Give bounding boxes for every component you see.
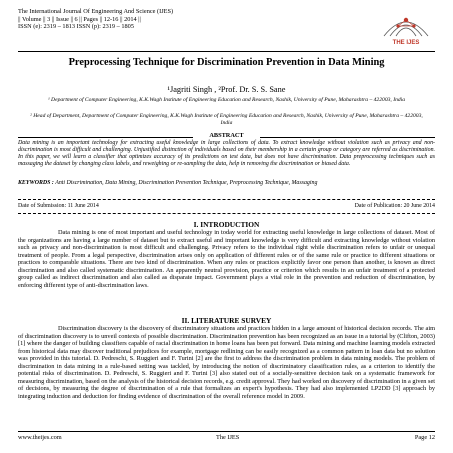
volume-line: || Volume || 3 || Issue || 6 || Pages || 12-16 || 2014 ||: [18, 15, 141, 23]
journal-header: [18, 8, 378, 31]
paper-title: Preprocessing Technique for Discrimination Prevention in Data Mining: [68, 57, 385, 68]
section-heading-literature-survey: II. LITERATURE SURVEY: [181, 316, 272, 325]
keywords: [18, 180, 435, 187]
footer-journal: The IJES: [216, 434, 240, 441]
submission-date: Date of Submission: 11 June 2014: [18, 203, 99, 209]
footer-url: www.theijes.com: [18, 434, 62, 441]
dates-rule-bottom: [18, 213, 435, 214]
section-text-literature-survey: Discrimination discovery is the discovery of discriminatory situations and practices hidden in a large amount of historical decision records. The aim of discrimination discovery is to unveil contexts of possible discrimination. Discrimination prevention has been recognized as an issue in a tutorial by (Clifton, 2003) [1] where the danger of building classifiers capable of racial discrimination in home loans has been put forward. Data mining and machine learning models extracted from historical data may discover traditional prejudices for example, mortgage redlining can be easily recognized as a common pattern in loan data but no solution was provided in this tutorial. D. Pedreschi, S. Ruggieri and F. Turini [2] are the first to address the discrimination problem in data mining models. The problem of discrimination in data mining in a rule-based setting was tackled, by introducing the notion of discriminatory classification rules, as a criterion to identify the potential risks of discrimination. D. Pedreschi, S. Ruggieri and F. Turini [3] also stated out of a socially-sensitive decision task on a systematic framework for measuring discrimination, based on the analysis of the historical decision records, e.g. credit approval. They had worked on discovery of discrimination in a given set of decisions, by measuring the degree of discrimination of a rule that formalizes an expert's hypothesis. They had also implemented LP2DD [3] approach by integrating induction and deduction for finding evidence of discrimination of the overall reference model in 2009.: [18, 325, 435, 400]
journal-name: The International Journal Of Engineering And Science (IJES): [18, 8, 174, 15]
keywords-label: KEYWORDS :: [18, 180, 54, 186]
footer-rule: [18, 431, 435, 432]
affiliation-2: ² Head of Department, Department of Computer Engineering, K.K.Wagh Institute of Engineering Education and Research, Nashik, University of Pune, Maharashtra – 422003, India: [30, 113, 423, 126]
section-text-introduction: Data mining is one of most important and useful technology in today world for extracting useful knowledge in large collections of dataset. Most of the organizations are having a large number of dataset but to extract useful and important knowledge is very difficult and extracting knowledge without violation such as privacy and non-discrimination is most difficult and challenging. Privacy refers to the individual right while discrimination refers to unfair or unequal treatment of people. From a legal perspective, discrimination arises only on application of different rules or of the same rule or practice to different situations or practices to comparable situations. There are two kind of discrimination. When any rules or practices explicitly favor one person than another, is known as direct discrimination and also called systematic discrimination. An apparently neutral provision, practice or criterion which results in an unfair treatment of a protected group called as indirect discrimination and also called as disparate impact. Government plays a vital role in the prevention and reduction of discrimination, by enforcing different type of anti-discrimination laws.: [18, 229, 435, 289]
abstract-label: ABSTRACT: [209, 132, 244, 139]
affiliation-1: ¹ Department of Computer Engineering, K.K.Wagh Institute of Engineering Education and Research, Nashik, University of Pune, Maharashtra – 422003, India: [47, 97, 406, 103]
abstract-text: Data mining is an important technology for extracting useful knowledge in large collections of data. To extract knowledge without violation such as privacy and non-discrimination is most difficult and challenging. Unjustified distinction of individuals based on their membership in a certain group or category are referred as discrimination. In this paper, we will learn a classifier that optimizes accuracy of its predictions on test data, but does not have discrimination. Data preprocessing techniques such as massaging the dataset by changing class labels, and reweighing or re-sampling the data, help in removing the discrimination or biased data.: [18, 140, 435, 168]
logo-wordmark: THE IJES: [392, 40, 420, 46]
keywords-text: Anti Discrimination, Data Mining, Discrimination Prevention Technique, Preprocessing Technique, Massaging: [55, 180, 318, 186]
issn-line: ISSN (e): 2319 – 1813 ISSN (p): 2319 – 1805: [18, 23, 134, 31]
paper-authors: ¹Jagriti Singh , ²Prof. Dr. S. S. Sane: [167, 85, 286, 94]
publication-date: Date of Publication: 20 June 2014: [354, 203, 435, 209]
header-rule: [18, 51, 435, 52]
dates-rule-top: [18, 199, 435, 200]
footer-page-number: Page 12: [414, 434, 435, 441]
section-heading-introduction: I. INTRODUCTION: [193, 220, 260, 229]
journal-logo: [378, 6, 434, 42]
